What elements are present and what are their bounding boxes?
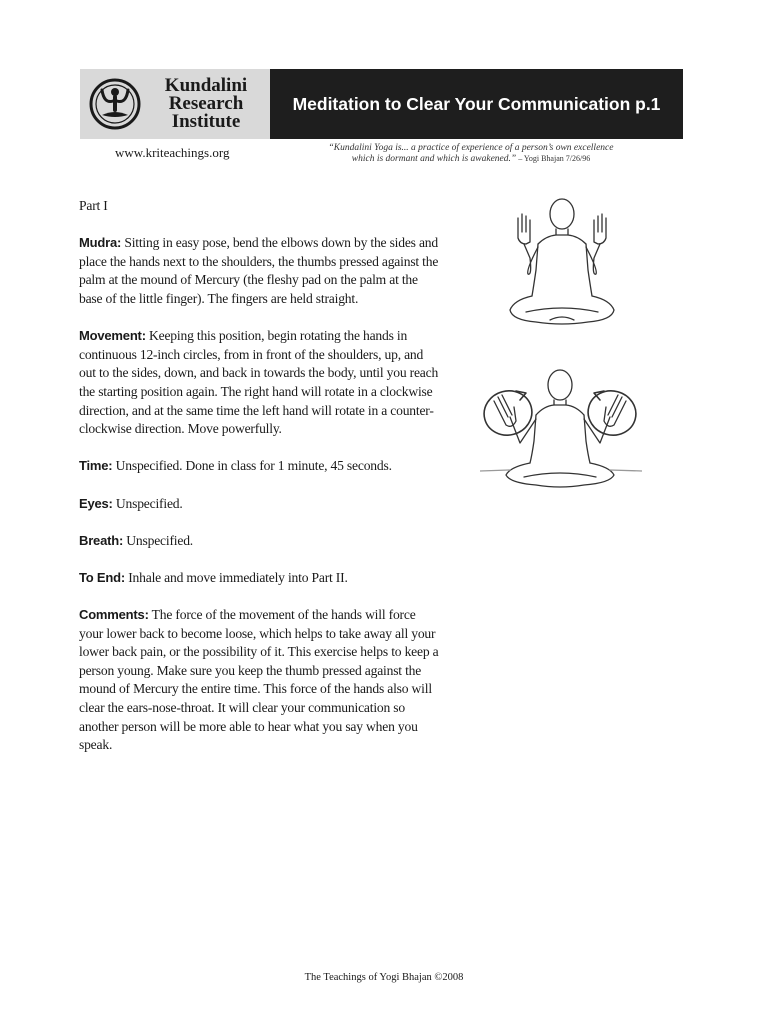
quote-line-2 [320, 154, 622, 165]
comments-section [79, 606, 439, 755]
quote-line-1: “Kundalini Yoga is... a practice of experience of a person’s own excellence [328, 143, 614, 153]
breath-text: Unspecified. [123, 532, 193, 548]
mudra-illustration [496, 192, 626, 332]
quote-attribution: – Yogi Bhajan 7/26/96 [516, 153, 591, 163]
time-section [79, 457, 439, 476]
mudra-label: Mudra: [79, 235, 122, 251]
toend-section [79, 569, 439, 588]
logo-line-1: Kundalini [164, 75, 248, 96]
title-bar [270, 69, 683, 139]
comments-label: Comments: [79, 607, 149, 623]
logo-text [148, 77, 264, 131]
logo [80, 69, 270, 139]
movement-illustration [480, 363, 642, 503]
movement-section [79, 327, 439, 439]
eyes-label: Eyes: [79, 495, 113, 511]
toend-label: To End: [79, 569, 126, 585]
movement-text: Keeping this position, begin rotating the hands in continuous 12-inch circles, from in front of the shoulders, up, and out to the sides, down, and back in towards the body, until you reach the starting position again. The right hand will rotate in a clockwise direction, and at the same time the left hand will rotate in a counter-clockwise direction. Move powerfully. [79, 328, 439, 437]
breath-section [79, 532, 439, 551]
header-quote [320, 143, 622, 164]
movement-label: Movement: [79, 328, 146, 344]
logo-line-3: Institute [171, 111, 241, 132]
toend-text: Inhale and move immediately into Part II. [125, 569, 348, 585]
time-label: Time: [79, 458, 113, 474]
breath-label: Breath: [79, 532, 124, 548]
quote-line-2-text: which is dormant and which is awakened.” [351, 153, 517, 164]
mudra-text: Sitting in easy pose, bend the elbows down by the sides and place the hands next to the shoulders, the thumbs pressed against the palm at the mound of Mercury (the fleshy pad on the palm at the base of the little finger). The fingers are held straight. [79, 235, 439, 306]
page-header [80, 69, 683, 139]
time-text: Unspecified. Done in class for 1 minute, 45 seconds. [112, 458, 392, 474]
instruction-body [79, 197, 439, 773]
eyes-section [79, 495, 439, 514]
part-heading: Part I [79, 198, 108, 213]
page-footer: The Teachings of Yogi Bhajan ©2008 [304, 972, 464, 983]
subheader [80, 139, 683, 167]
logo-line-2: Research [168, 93, 244, 114]
eyes-text: Unspecified. [112, 495, 183, 511]
mudra-section [79, 234, 439, 308]
page-title: Meditation to Clear Your Communication p.1 [292, 93, 661, 114]
comments-text: The force of the movement of the hands will force your lower back to become loose, which helps to take away all your lower back pain, or the possibility of it. This exercise helps to keep a person young. Make sure you keep the thumb pressed against the mound of Mercury the entire time. This force of the hands also will clear the ears-nose-throat. It will clear your communication so another person will be more able to hear what you say when you speak. [79, 607, 439, 753]
kri-logo-icon [88, 77, 142, 131]
website-link[interactable]: www.kriteachings.org [115, 145, 230, 160]
